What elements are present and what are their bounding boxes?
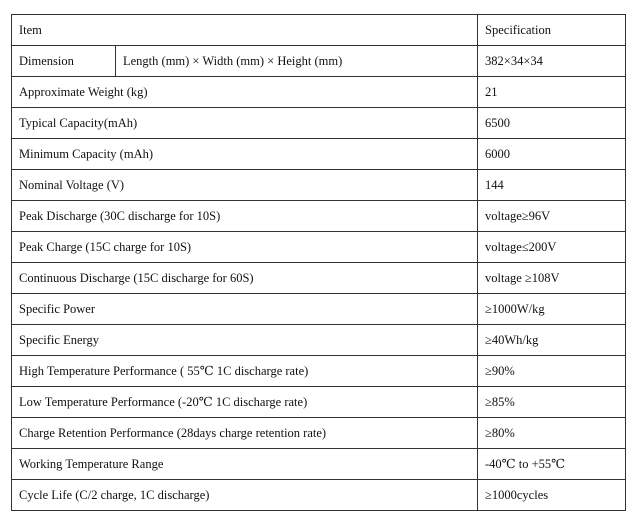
table-row	[12, 480, 626, 511]
dimension-value: 382×34×34	[478, 46, 626, 77]
table-row	[12, 46, 626, 77]
table-row	[12, 263, 626, 294]
row-value: voltage≥96V	[478, 201, 626, 232]
table-row	[12, 449, 626, 480]
row-value: 6000	[478, 139, 626, 170]
table-row	[12, 170, 626, 201]
table-row	[12, 418, 626, 449]
table-row	[12, 232, 626, 263]
row-value: ≥85%	[478, 387, 626, 418]
row-value: 144	[478, 170, 626, 201]
row-value: ≥90%	[478, 356, 626, 387]
row-item: Typical Capacity(mAh)	[12, 108, 478, 139]
table-header-row	[12, 15, 626, 46]
row-item: Continuous Discharge (15C discharge for 60S)	[12, 263, 478, 294]
table-row	[12, 108, 626, 139]
row-item: Cycle Life (C/2 charge, 1C discharge)	[12, 480, 478, 511]
row-value: 21	[478, 77, 626, 108]
row-item: Specific Energy	[12, 325, 478, 356]
row-value: voltage≤200V	[478, 232, 626, 263]
row-item: Peak Charge (15C charge for 10S)	[12, 232, 478, 263]
row-value: -40℃ to +55℃	[478, 449, 626, 480]
dimension-subheading: Length (mm) × Width (mm) × Height (mm)	[116, 46, 478, 77]
row-value: ≥1000cycles	[478, 480, 626, 511]
row-value: 6500	[478, 108, 626, 139]
row-item: Peak Discharge (30C discharge for 10S)	[12, 201, 478, 232]
dimension-label: Dimension	[12, 46, 116, 77]
row-value: ≥80%	[478, 418, 626, 449]
row-item: Charge Retention Performance (28days charge retention rate)	[12, 418, 478, 449]
row-item: Low Temperature Performance (-20℃ 1C discharge rate)	[12, 387, 478, 418]
row-value: ≥40Wh/kg	[478, 325, 626, 356]
row-item: Working Temperature Range	[12, 449, 478, 480]
row-item: High Temperature Performance ( 55℃ 1C discharge rate)	[12, 356, 478, 387]
table-row	[12, 77, 626, 108]
specification-table	[11, 14, 626, 511]
table-row	[12, 387, 626, 418]
table-row	[12, 139, 626, 170]
row-value: ≥1000W/kg	[478, 294, 626, 325]
table-row	[12, 356, 626, 387]
row-item: Nominal Voltage (V)	[12, 170, 478, 201]
row-item: Approximate Weight (kg)	[12, 77, 478, 108]
row-item: Specific Power	[12, 294, 478, 325]
row-item: Minimum Capacity (mAh)	[12, 139, 478, 170]
header-specification: Specification	[478, 15, 626, 46]
header-item: Item	[12, 15, 478, 46]
table-row	[12, 201, 626, 232]
row-value: voltage ≥108V	[478, 263, 626, 294]
table-row	[12, 294, 626, 325]
table-row	[12, 325, 626, 356]
